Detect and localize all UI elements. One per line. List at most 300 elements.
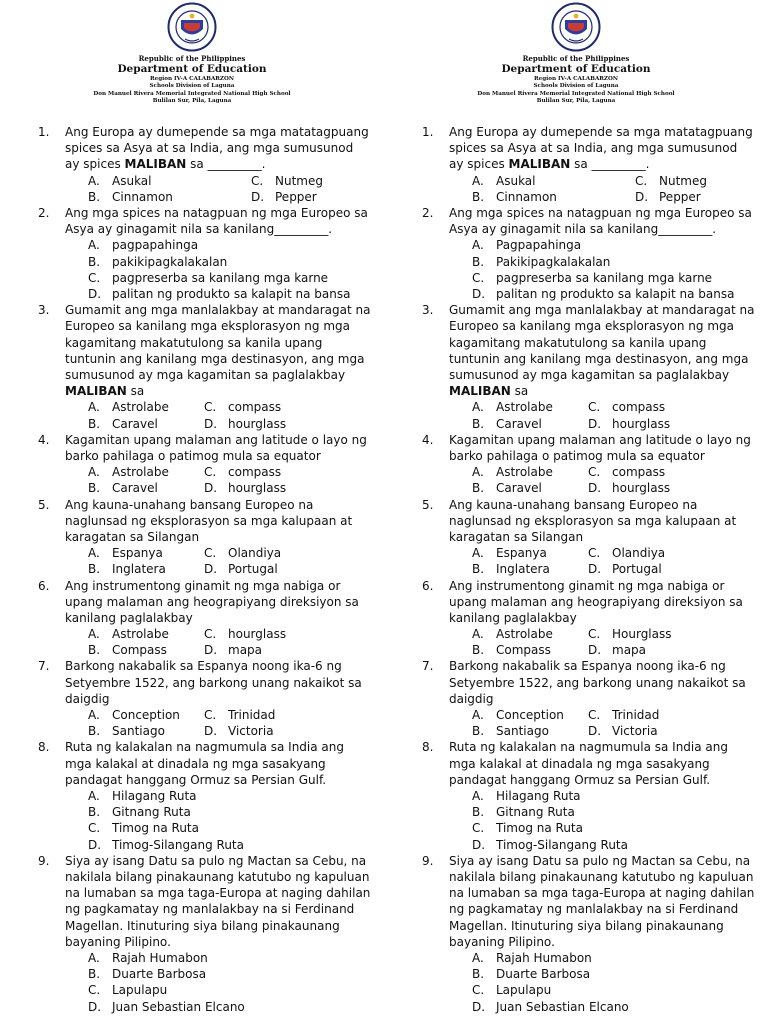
answer-option: [588, 626, 672, 642]
option-text: Nutmeg: [275, 173, 323, 188]
option-letter: A.: [88, 789, 100, 804]
option-row: [384, 286, 768, 302]
answer-option: [204, 561, 278, 577]
header-division: Schools Division of Laguna: [149, 83, 235, 90]
option-letter: B.: [472, 416, 485, 431]
answer-option: [472, 254, 610, 270]
option-text: Duarte Barbosa: [496, 967, 591, 982]
question-item: [384, 658, 768, 739]
answer-option: [88, 804, 191, 820]
question-text: [65, 578, 371, 627]
question-item: [384, 432, 768, 497]
option-text: compass: [228, 465, 282, 480]
option-text: Rajah Humabon: [496, 951, 592, 966]
option-row: [0, 982, 384, 998]
option-row: [0, 950, 384, 966]
option-letter: C.: [251, 173, 264, 188]
option-letter: D.: [204, 481, 218, 496]
answer-option: [472, 464, 553, 480]
option-text: Pagpapahinga: [496, 238, 582, 253]
question-text: [449, 205, 755, 237]
question-number: 1.: [38, 125, 50, 139]
answer-option: [472, 173, 536, 189]
answer-option: [472, 642, 551, 658]
question-text: [449, 853, 755, 950]
question-number: 4.: [422, 432, 434, 447]
option-letter: D.: [588, 724, 602, 739]
option-row: [0, 820, 384, 836]
option-letter: B.: [88, 805, 101, 820]
option-letter: A.: [472, 951, 484, 966]
option-row: [0, 270, 384, 286]
option-text: Caravel: [496, 481, 542, 496]
header-department: Department of Education: [117, 63, 267, 75]
option-letter: B.: [472, 643, 485, 658]
answer-option: [204, 399, 281, 415]
option-row: [384, 626, 768, 642]
text-run: Ang Europa ay dumepende sa mga matatagpuang spices sa Asya at sa India, ang mga sumusunod ay spices: [449, 125, 753, 172]
question-item: [0, 853, 384, 1015]
option-text: Caravel: [496, 416, 542, 431]
option-row: [384, 950, 768, 966]
options-group: [0, 399, 384, 431]
option-row: [0, 173, 384, 189]
answer-option: [88, 270, 328, 286]
answer-option: [88, 626, 169, 642]
question-number: 1.: [422, 125, 434, 139]
option-letter: A.: [472, 546, 484, 561]
option-row: [0, 561, 384, 577]
answer-option: [472, 399, 553, 415]
question-text: [65, 302, 371, 399]
question-item: [384, 739, 768, 852]
deped-seal-icon: [551, 2, 601, 52]
option-row: [384, 189, 768, 205]
option-letter: B.: [88, 643, 101, 658]
text-run: Barkong nakabalik sa Espanya noong ika-6 ng Setyembre 1522, ang barkong unang nakaikot sa daigdig: [449, 659, 746, 706]
question-item: [384, 205, 768, 302]
answer-option: [588, 416, 670, 432]
option-letter: C.: [588, 708, 601, 723]
option-letter: A.: [88, 238, 100, 253]
question-number: 6.: [38, 578, 50, 593]
option-text: Caravel: [112, 481, 158, 496]
option-text: Victoria: [228, 724, 274, 739]
option-row: [0, 464, 384, 480]
option-letter: C.: [88, 270, 101, 285]
option-text: Astrolabe: [496, 627, 553, 642]
answer-option: [204, 480, 286, 496]
option-row: [384, 254, 768, 270]
header-address: Bulilan Sur, Pila, Laguna: [152, 98, 232, 105]
options-group: [0, 788, 384, 853]
option-text: Gitnang Ruta: [496, 805, 575, 820]
question-number: 8.: [422, 740, 434, 755]
option-row: [384, 416, 768, 432]
text-run: Siya ay isang Datu sa pulo ng Mactan sa Cebu, na nakilala bilang pinakaunang katutubo ng kapuluan na lumaban sa mga taga-Europa at naging dahilan ng pagkamatay ng manlalakbay na si Ferdinand Magellan. Itinuturing siya bilang pinakaunang bayaning Pilipino.: [65, 853, 371, 949]
options-group: [0, 950, 384, 1015]
text-run: Ang kauna-unahang bansang Europeo na naglunsad ng eksplorasyon sa mga kalupaan at karagatan sa Silangan: [65, 497, 353, 544]
header-division: Schools Division of Laguna: [533, 83, 619, 90]
option-text: Pakikipagkalakalan: [496, 254, 611, 269]
option-letter: C.: [204, 708, 217, 723]
option-letter: C.: [588, 546, 601, 561]
question-number: 6.: [422, 578, 434, 593]
option-text: Inglatera: [496, 562, 550, 577]
text-run: sa: [510, 384, 529, 399]
answer-option: [588, 399, 665, 415]
option-letter: A.: [472, 708, 484, 723]
question-number: 7.: [38, 659, 50, 674]
option-text: Astrolabe: [112, 627, 169, 642]
option-row: [384, 642, 768, 658]
answer-option: [635, 173, 707, 189]
option-row: [0, 707, 384, 723]
option-row: [384, 804, 768, 820]
option-text: Espanya: [112, 546, 163, 561]
answer-option: [588, 545, 665, 561]
option-text: Santiago: [496, 724, 549, 739]
option-row: [384, 707, 768, 723]
option-row: [384, 999, 768, 1015]
text-run: sa: [126, 384, 145, 399]
answer-option: [204, 707, 275, 723]
answer-option: [472, 561, 550, 577]
option-letter: B.: [88, 254, 101, 269]
header-school: Don Manuel Rivera Memorial Integrated National High School: [93, 90, 291, 97]
answer-option: [588, 707, 659, 723]
options-group: [0, 545, 384, 577]
header-region: Region IV-A CALABARZON: [534, 75, 618, 82]
option-text: Santiago: [112, 724, 165, 739]
question-item: [0, 658, 384, 739]
text-run: sa _________.: [186, 157, 266, 172]
answer-option: [472, 837, 628, 853]
option-text: Hilagang Ruta: [496, 789, 581, 804]
answer-option: [472, 416, 542, 432]
text-run: Ang instrumentong ginamit ng mga nabiga or upang malaman ang heograpiyang direksiyon sa kanilang paglalakbay: [65, 578, 359, 625]
answer-option: [204, 545, 281, 561]
option-text: Olandiya: [228, 546, 282, 561]
answer-option: [88, 950, 208, 966]
option-letter: C.: [204, 546, 217, 561]
options-group: [384, 237, 768, 302]
answer-option: [588, 561, 662, 577]
answer-option: [472, 982, 551, 998]
option-text: Asukal: [496, 173, 536, 188]
question-text: [449, 658, 755, 707]
text-run: Ang instrumentong ginamit ng mga nabiga or upang malaman ang heograpiyang direksiyon sa kanilang paglalakbay: [449, 578, 743, 625]
options-group: [384, 626, 768, 658]
answer-option: [472, 820, 583, 836]
answer-option: [88, 480, 158, 496]
answer-option: [204, 723, 274, 739]
option-text: Espanya: [496, 546, 547, 561]
option-text: Victoria: [612, 724, 658, 739]
answer-option: [588, 723, 658, 739]
option-row: [384, 982, 768, 998]
text-run: Gumamit ang mga manlalakbay at mandaragat na Europeo sa kanilang mga eksplorasyon ng mga kagamitang makatutulong sa kanila upang tuntunin ang kanilang mga destinasyon, ang mga sumusunod ay mga kagamitan sa paglalakbay: [65, 303, 371, 382]
option-letter: C.: [588, 465, 601, 480]
question-text: [65, 853, 371, 950]
text-run: Ang kauna-unahang bansang Europeo na naglunsad ng eksplorasyon sa mga kalupaan at karagatan sa Silangan: [449, 497, 737, 544]
option-letter: B.: [88, 481, 101, 496]
answer-option: [88, 707, 180, 723]
answer-option: [472, 950, 592, 966]
option-text: hourglass: [228, 416, 287, 431]
option-row: [384, 464, 768, 480]
option-row: [384, 173, 768, 189]
answer-option: [472, 270, 712, 286]
option-text: Conception: [496, 708, 564, 723]
question-item: [384, 853, 768, 1015]
question-number: 5.: [422, 497, 434, 512]
option-letter: B.: [472, 481, 485, 496]
option-letter: C.: [472, 983, 485, 998]
option-text: palitan ng produkto sa kalapit na bansa: [112, 286, 351, 301]
answer-option: [251, 189, 317, 205]
option-row: [0, 723, 384, 739]
option-row: [0, 189, 384, 205]
option-text: Cinnamon: [112, 189, 173, 204]
option-row: [0, 416, 384, 432]
option-letter: D.: [88, 999, 102, 1014]
header-region: Region IV-A CALABARZON: [150, 75, 234, 82]
option-letter: A.: [472, 465, 484, 480]
option-row: [0, 254, 384, 270]
option-letter: A.: [88, 465, 100, 480]
option-text: Conception: [112, 708, 180, 723]
answer-option: [472, 723, 549, 739]
option-text: hourglass: [228, 627, 287, 642]
option-letter: A.: [472, 400, 484, 415]
answer-option: [88, 545, 163, 561]
option-letter: B.: [88, 416, 101, 431]
question-item: [0, 432, 384, 497]
option-letter: A.: [472, 173, 484, 188]
question-item: [0, 739, 384, 852]
options-group: [384, 950, 768, 1015]
answer-option: [472, 966, 590, 982]
option-text: Asukal: [112, 173, 152, 188]
option-text: Astrolabe: [112, 400, 169, 415]
emphasis-text: MALIBAN: [65, 384, 127, 399]
answer-option: [588, 642, 646, 658]
answer-option: [88, 561, 166, 577]
answer-option: [88, 399, 169, 415]
question-number: 8.: [38, 740, 50, 755]
text-run: Ang Europa ay dumepende sa mga matatagpuang spices sa Asya at sa India, ang mga sumusunod ay spices: [65, 125, 369, 172]
answer-option: [88, 788, 197, 804]
question-text: [65, 432, 371, 464]
option-text: pagpreserba sa kanilang mga karne: [112, 270, 329, 285]
option-row: [384, 270, 768, 286]
answer-option: [88, 642, 167, 658]
answer-option: [204, 626, 286, 642]
option-row: [384, 399, 768, 415]
option-letter: C.: [472, 270, 485, 285]
question-item: [0, 302, 384, 432]
answer-option: [472, 804, 575, 820]
option-text: Olandiya: [612, 546, 666, 561]
option-letter: C.: [204, 465, 217, 480]
option-text: pagpapahinga: [112, 238, 199, 253]
option-letter: A.: [88, 173, 100, 188]
question-text: [65, 124, 371, 173]
answer-option: [88, 999, 245, 1015]
question-item: [384, 124, 768, 205]
option-text: Duarte Barbosa: [112, 967, 207, 982]
option-text: Astrolabe: [112, 465, 169, 480]
option-row: [0, 286, 384, 302]
answer-option: [88, 173, 152, 189]
option-text: Pepper: [659, 189, 701, 204]
options-group: [0, 626, 384, 658]
text-run: Gumamit ang mga manlalakbay at mandaragat na Europeo sa kanilang mga eksplorasyon ng mga kagamitang makatutulong sa kanila upang tuntunin ang kanilang mga destinasyon, ang mga sumusunod ay mga kagamitan sa paglalakbay: [449, 303, 755, 382]
option-text: Pepper: [275, 189, 317, 204]
option-text: Compass: [112, 643, 167, 658]
option-row: [0, 804, 384, 820]
option-text: Hilagang Ruta: [112, 789, 197, 804]
option-letter: D.: [204, 724, 218, 739]
option-text: Nutmeg: [659, 173, 707, 188]
answer-option: [472, 788, 581, 804]
option-text: Timog-Silangang Ruta: [496, 837, 628, 852]
options-group: [0, 464, 384, 496]
option-row: [0, 545, 384, 561]
option-letter: D.: [204, 562, 218, 577]
option-text: Gitnang Ruta: [112, 805, 191, 820]
option-letter: C.: [204, 627, 217, 642]
answer-option: [472, 999, 629, 1015]
option-letter: D.: [204, 416, 218, 431]
answer-option: [88, 189, 173, 205]
emphasis-text: MALIBAN: [449, 384, 511, 399]
emphasis-text: MALIBAN: [508, 157, 571, 172]
question-item: [0, 497, 384, 578]
option-letter: D.: [88, 286, 102, 301]
text-run: Siya ay isang Datu sa pulo ng Mactan sa Cebu, na nakilala bilang pinakaunang katutubo ng kapuluan na lumaban sa mga taga-Europa at naging dahilan ng pagkamatay ng manlalakbay na si Ferdinand Magellan. Itinuturing siya bilang pinakaunang bayaning Pilipino.: [449, 853, 755, 949]
option-letter: D.: [472, 837, 486, 852]
option-letter: A.: [88, 708, 100, 723]
option-text: Compass: [496, 643, 551, 658]
answer-option: [472, 286, 734, 302]
option-letter: D.: [588, 643, 602, 658]
question-text: [449, 124, 755, 173]
text-run: Ruta ng kalakalan na nagmumula sa India ang mga kalakal at dinadala ng mga sasakyang pandagat hanggang Ormuz sa Persian Gulf.: [449, 740, 728, 787]
answer-option: [472, 707, 564, 723]
answer-option: [472, 626, 553, 642]
option-letter: B.: [472, 254, 485, 269]
option-letter: A.: [472, 627, 484, 642]
option-letter: D.: [635, 189, 649, 204]
answer-option: [251, 173, 323, 189]
option-letter: B.: [472, 189, 485, 204]
answer-option: [88, 723, 165, 739]
question-text: [449, 432, 755, 464]
option-letter: C.: [588, 400, 601, 415]
option-letter: A.: [88, 400, 100, 415]
option-text: Juan Sebastian Elcano: [496, 999, 629, 1014]
option-row: [0, 626, 384, 642]
question-item: [384, 578, 768, 659]
answer-option: [88, 464, 169, 480]
answer-option: [588, 480, 670, 496]
option-row: [0, 399, 384, 415]
option-row: [0, 788, 384, 804]
option-row: [384, 545, 768, 561]
question-text: [449, 497, 755, 546]
option-letter: D.: [588, 481, 602, 496]
option-text: Rajah Humabon: [112, 951, 208, 966]
text-run: Ang mga spices na natagpuan ng mga Europeo sa Asya ay ginagamit nila sa kanilang_________.: [449, 205, 752, 237]
answer-option: [88, 286, 350, 302]
option-text: Timog na Ruta: [496, 821, 583, 836]
option-text: Lapulapu: [496, 983, 552, 998]
answer-option: [88, 982, 167, 998]
option-text: compass: [228, 400, 282, 415]
answer-option: [472, 545, 547, 561]
question-number: 3.: [38, 303, 50, 318]
question-text: [449, 739, 755, 788]
option-letter: D.: [472, 999, 486, 1014]
option-row: [384, 561, 768, 577]
question-text: [65, 739, 371, 788]
options-group: [384, 545, 768, 577]
option-text: Astrolabe: [496, 400, 553, 415]
option-letter: C.: [635, 173, 648, 188]
options-group: [384, 464, 768, 496]
option-letter: D.: [88, 837, 102, 852]
option-row: [0, 837, 384, 853]
page-header: [0, 2, 384, 105]
question-number: 9.: [38, 853, 50, 868]
question-text: [449, 302, 755, 399]
option-letter: C.: [588, 627, 601, 642]
header-department: Department of Education: [501, 63, 651, 75]
option-row: [384, 237, 768, 253]
option-text: hourglass: [612, 481, 671, 496]
emphasis-text: MALIBAN: [124, 157, 187, 172]
answer-option: [588, 464, 665, 480]
options-group: [0, 173, 384, 205]
question-item: [0, 205, 384, 302]
option-text: Portugal: [228, 562, 278, 577]
option-text: Timog-Silangang Ruta: [112, 837, 244, 852]
option-letter: C.: [88, 821, 101, 836]
question-number: 7.: [422, 659, 434, 674]
question-number: 5.: [38, 497, 50, 512]
answer-option: [88, 237, 198, 253]
question-list: [0, 124, 384, 1015]
header-school: Don Manuel Rivera Memorial Integrated National High School: [477, 90, 675, 97]
question-item: [0, 124, 384, 205]
answer-option: [472, 237, 581, 253]
options-group: [384, 788, 768, 853]
option-row: [0, 480, 384, 496]
text-run: Kagamitan upang malaman ang latitude o layo ng barko pahilaga o patimog mula sa equator: [449, 432, 751, 463]
answer-option: [88, 820, 199, 836]
deped-seal-icon: [167, 2, 217, 52]
option-text: palitan ng produkto sa kalapit na bansa: [496, 286, 735, 301]
question-item: [0, 578, 384, 659]
option-text: mapa: [228, 643, 263, 658]
option-letter: D.: [251, 189, 265, 204]
option-text: Inglatera: [112, 562, 166, 577]
question-number: 2.: [38, 205, 50, 220]
answer-option: [204, 642, 262, 658]
option-text: mapa: [612, 643, 647, 658]
